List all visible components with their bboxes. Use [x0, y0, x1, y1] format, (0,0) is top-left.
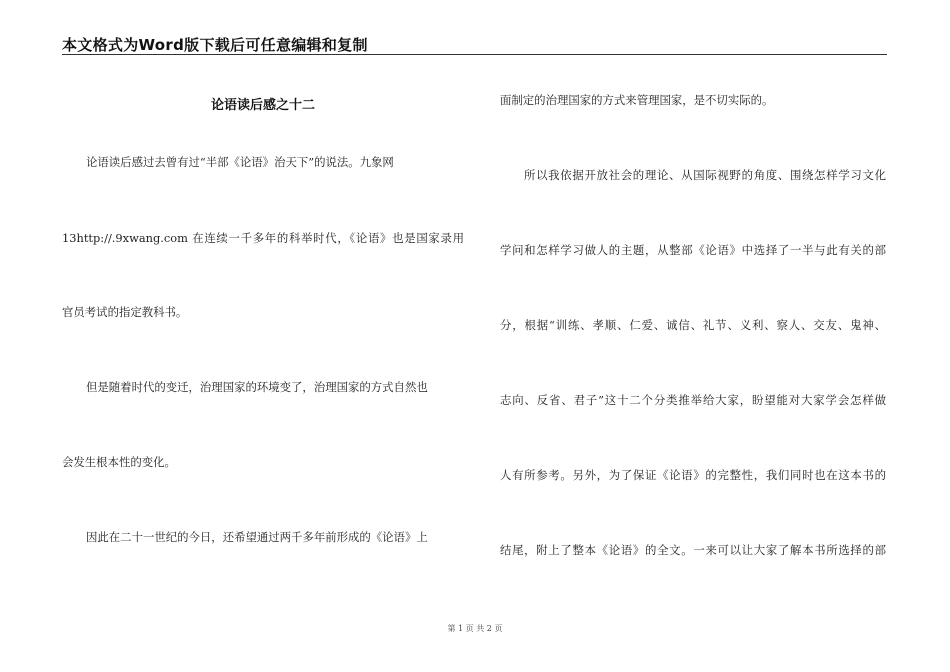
header-banner: 本文格式为Word版下载后可任意编辑和复制 — [62, 36, 368, 54]
paragraph-line: 所以我依据开放社会的理论、从国际视野的角度、围绕怎样学习文化 — [524, 168, 886, 182]
paragraph-line: 论语读后感过去曾有过“半部《论语》治天下”的说法。九象网 — [86, 155, 394, 169]
document-title: 论语读后感之十二 — [210, 98, 315, 113]
paragraph-line: 人有所参考。另外，为了保证《论语》的完整性，我们同时也在这本书的 — [500, 468, 886, 482]
left-column — [62, 0, 464, 672]
paragraph-line: 因此在二十一世纪的今日，还希望通过两千多年前形成的《论语》上 — [86, 530, 428, 544]
paragraph-line: 官员考试的指定教科书。 — [62, 305, 188, 319]
paragraph-line: 结尾，附上了整本《论语》的全文。一来可以让大家了解本书所选择的部 — [500, 543, 886, 557]
paragraph-line: 13http://.9xwang.com 在连续一千多年的科举时代，《论语》也是国家录用 — [62, 231, 464, 245]
paragraph-line: 志向、反省、君子”这十二个分类推举给大家，盼望能对大家学会怎样做 — [500, 393, 886, 407]
paragraph-line: 但是随着时代的变迁，治理国家的环境变了，治理国家的方式自然也 — [86, 380, 428, 394]
right-column — [500, 0, 886, 672]
paragraph-line: 会发生根本性的变化。 — [62, 455, 176, 469]
page-number: 第 1 页 共 2 页 — [447, 624, 503, 633]
paragraph-line: 面制定的治理国家的方式来管理国家，是不切实际的。 — [500, 93, 774, 107]
paragraph-line: 分，根据“训练、孝顺、仁爱、诚信、礼节、义利、察人、交友、鬼神、 — [500, 318, 886, 332]
paragraph-line: 学问和怎样学习做人的主题，从整部《论语》中选择了一半与此有关的部 — [500, 243, 886, 257]
